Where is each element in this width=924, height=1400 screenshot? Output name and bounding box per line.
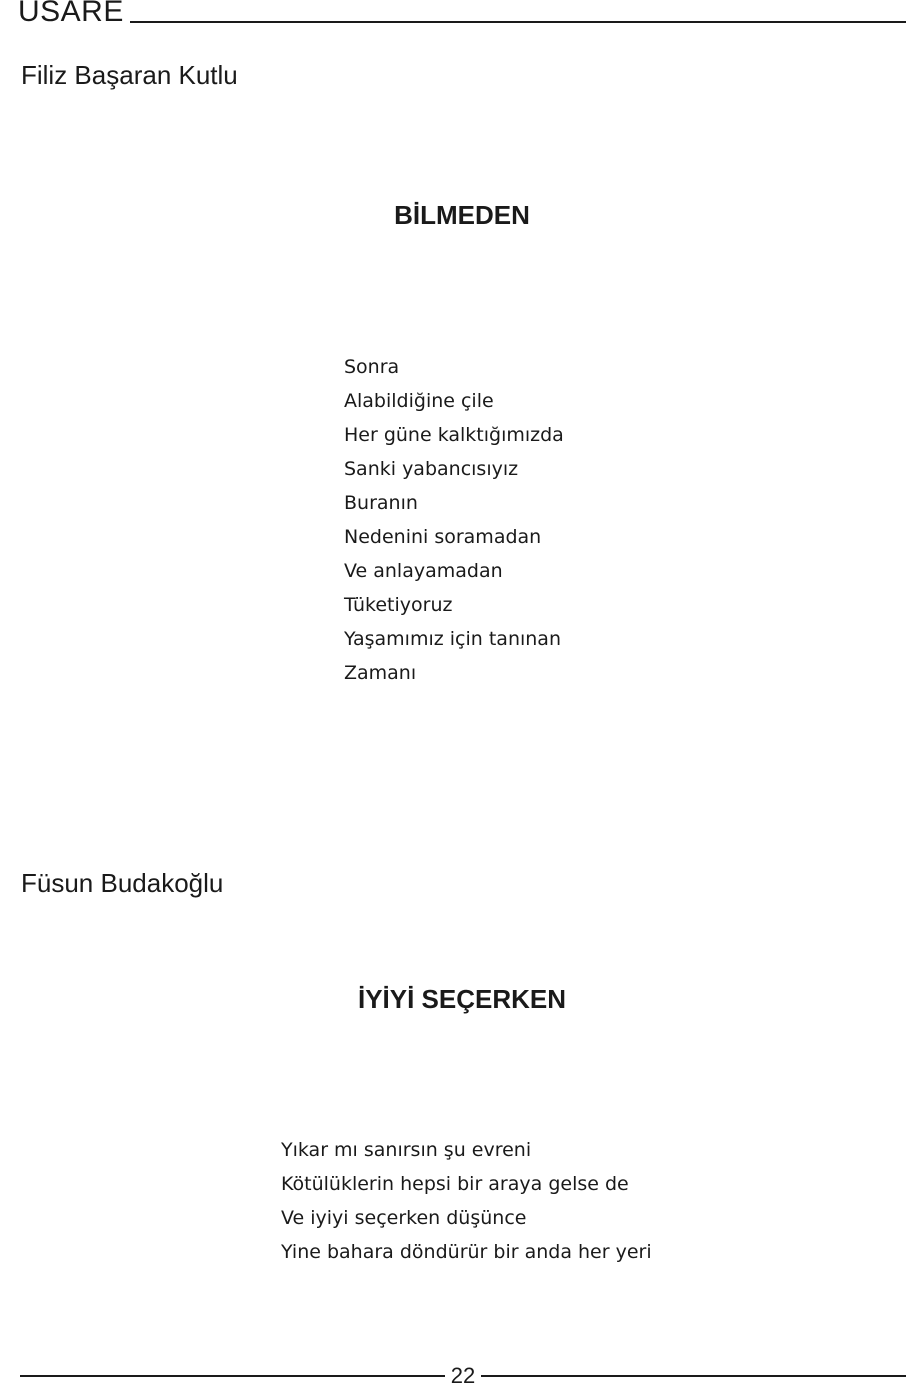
verse-line: Tüketiyoruz	[344, 594, 453, 616]
verse-line: Sonra	[344, 356, 400, 378]
verse-line: Buranın	[344, 492, 418, 514]
poem-author: Filiz Başaran Kutlu	[21, 60, 238, 90]
poem-verse	[344, 350, 564, 690]
footer-rule-left	[20, 1375, 445, 1377]
verse-line: Ve anlayamadan	[344, 560, 503, 582]
magazine-title: USARE	[18, 0, 124, 28]
verse-line: Yaşamımız için tanınan	[344, 628, 561, 650]
verse-line: Nedenini soramadan	[344, 526, 542, 548]
verse-line: Yine bahara döndürür bir anda her yeri	[281, 1241, 652, 1263]
verse-line: Her güne kalktığımızda	[344, 424, 564, 446]
poem-title: İYİYİ SEÇERKEN	[357, 984, 567, 1014]
verse-line: Ve iyiyi seçerken düşünce	[281, 1207, 527, 1229]
verse-line: Yıkar mı sanırsın şu evreni	[281, 1139, 532, 1161]
page-number: 22	[450, 1363, 476, 1388]
poem-title: BİLMEDEN	[394, 200, 530, 230]
footer-rule-right	[481, 1375, 906, 1377]
poem-verse	[281, 1133, 652, 1269]
page-footer	[20, 1364, 906, 1388]
page-header	[18, 0, 906, 26]
header-rule	[130, 21, 906, 23]
verse-line: Alabildiğine çile	[344, 390, 494, 412]
poem-author: Füsun Budakoğlu	[21, 868, 224, 898]
verse-line: Zamanı	[344, 662, 417, 684]
verse-line: Kötülüklerin hepsi bir araya gelse de	[281, 1173, 629, 1195]
verse-line: Sanki yabancısıyız	[344, 458, 519, 480]
